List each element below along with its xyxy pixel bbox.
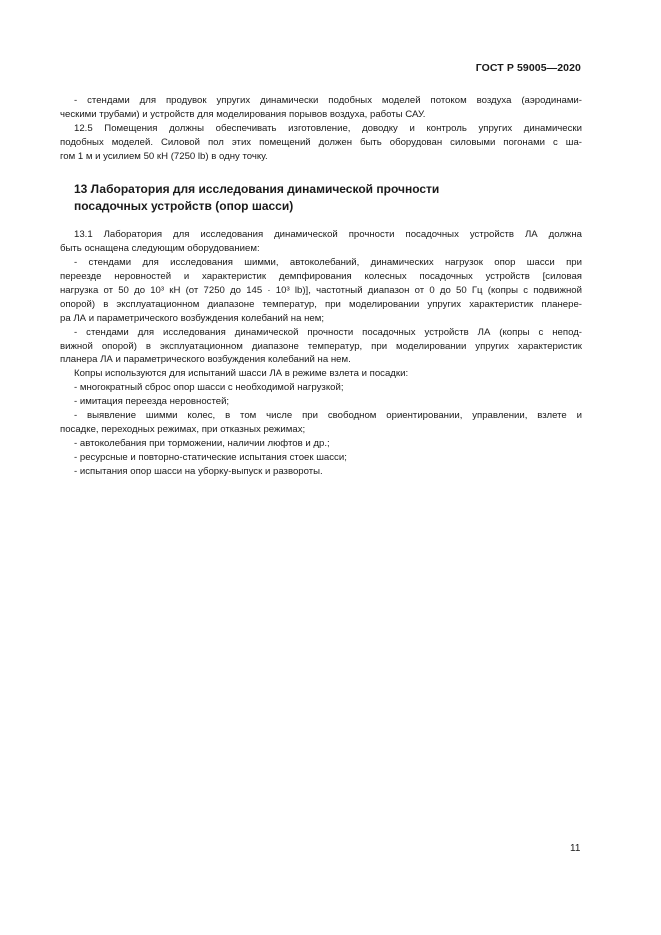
- list-item-continuation: посадке, переходных режимах, при отказных режимах;: [60, 423, 306, 435]
- text-line: Копры используются для испытаний шасси ЛА в режиме взлета и посадки:: [74, 368, 409, 380]
- text-line: гом 1 м и усилием 50 кН (7250 lb) в одну точку.: [60, 150, 268, 162]
- document-id-header: ГОСТ Р 59005—2020: [475, 62, 581, 74]
- list-item: - ресурсные и повторно-статические испытания стоек шасси;: [74, 451, 347, 463]
- text-line: подобных моделей. Силовой пол этих помещений должен быть оборудован силовыми погонами с ша-: [60, 136, 582, 148]
- list-item: - имитация переезда неровностей;: [74, 396, 230, 408]
- text-line: 12.5 Помещения должны обеспечивать изготовление, доводку и контроль упругих динамически: [74, 122, 582, 134]
- section-heading: 13 Лаборатория для исследования динамической прочности: [74, 182, 440, 197]
- section-heading-continuation: посадочных устройств (опор шасси): [74, 198, 294, 213]
- list-item: - выявление шимми колес, в том числе при свободном ориентировании, управлении, взлете и: [74, 410, 582, 422]
- spacer: [60, 163, 582, 177]
- text-line: планера ЛА и параметрического возбуждения колебаний на нем.: [60, 354, 351, 366]
- text-line: - стендами для исследования шимми, автоколебаний, динамических нагрузок опор шасси при: [74, 257, 582, 269]
- text-line: вижной опорой) в эксплуатационном диапазоне температур, при моделировании упругих характеристик: [60, 340, 582, 352]
- text-line: переезде неровностей и характеристик демпфирования колесных посадочных устройств [силовая: [60, 271, 582, 283]
- list-item: - многократный сброс опор шасси с необходимой нагрузкой;: [74, 382, 344, 394]
- text-line: - стендами для исследования динамической прочности посадочных устройств ЛА (копры с непод-: [74, 326, 582, 338]
- text-line: 13.1 Лаборатория для исследования динамической прочности посадочных устройств ЛА должна: [74, 229, 582, 241]
- page-number: 11: [570, 843, 581, 854]
- page-body: [60, 94, 582, 478]
- list-item: - автоколебания при торможении, наличии люфтов и др.;: [74, 437, 330, 449]
- text-line: ческими трубами) и устройств для моделирования порывов воздуха, работы САУ.: [60, 108, 426, 120]
- text-line: нагрузка от 50 до 10³ кН (от 7250 до 145 · 10³ lb)], частотный диапазон от 0 до 50 Гц (копры с подвижной: [60, 285, 582, 297]
- text-line: ра ЛА и параметрического возбуждения колебаний на нем;: [60, 312, 324, 324]
- text-line: быть оснащена следующим оборудованием:: [60, 243, 260, 255]
- text-line: - стендами для продувок упругих динамически подобных моделей потоком воздуха (аэродинами-: [74, 95, 582, 106]
- text-line: опорой) в эксплуатационном диапазоне температур, при моделировании упругих характеристик планере-: [60, 298, 582, 310]
- list-item: - испытания опор шасси на уборку-выпуск и развороты.: [74, 465, 323, 477]
